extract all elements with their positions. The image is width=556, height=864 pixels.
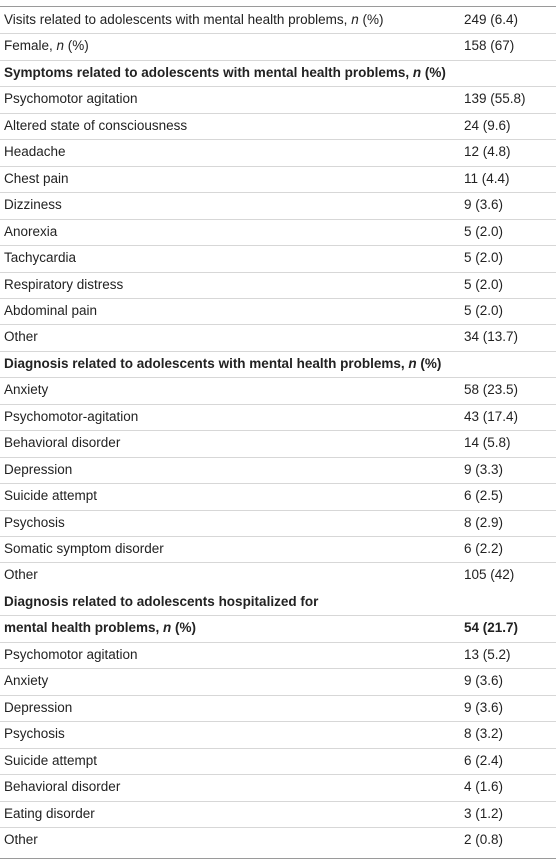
row-label — [4, 356, 441, 371]
table-row — [0, 430, 556, 457]
row-value: 249 (6.4) — [464, 12, 519, 27]
row-value: 6 (2.4) — [464, 752, 504, 768]
table-row — [0, 113, 556, 140]
row-value: 5 (2.0) — [464, 250, 504, 266]
row-label-text: Depression — [4, 699, 73, 715]
row-value: 43 (17.4) — [464, 408, 519, 424]
row-label-n: n — [163, 620, 172, 636]
row-label-text: Psychosis — [4, 514, 65, 530]
table-row — [0, 166, 556, 193]
row-label-text: Abdominal pain — [4, 302, 98, 318]
row-label-text: Behavioral disorder — [4, 779, 121, 795]
row-label-text: Diagnosis related to adolescents with mental health problems, — [4, 355, 409, 371]
row-value: 3 (1.2) — [464, 805, 504, 821]
table-row — [0, 774, 556, 801]
row-label — [4, 673, 48, 688]
row-label-text: Symptoms related to adolescents with mental health problems, — [4, 64, 413, 80]
row-label — [4, 65, 446, 80]
row-value: 54 (21.7) — [464, 620, 519, 636]
table-row — [0, 721, 556, 748]
row-label-text: Suicide attempt — [4, 488, 98, 504]
row-label-text: Anorexia — [4, 223, 58, 239]
row-value: 8 (3.2) — [464, 726, 504, 742]
row-label — [4, 832, 38, 847]
row-value: 6 (2.5) — [464, 488, 504, 504]
row-label — [4, 197, 62, 212]
table-row — [0, 7, 556, 34]
row-label — [4, 303, 97, 318]
table-row — [0, 219, 556, 246]
row-label-text: Psychomotor-agitation — [4, 408, 139, 424]
row-label — [4, 38, 89, 53]
row-value: 5 (2.0) — [464, 223, 504, 239]
row-label — [4, 144, 66, 159]
row-label-text: Female, — [4, 38, 57, 54]
row-label-text: Visits related to adolescents with mental health problems, — [4, 12, 352, 27]
row-value: 5 (2.0) — [464, 276, 504, 292]
row-label — [4, 277, 123, 292]
row-label — [4, 515, 65, 530]
table-row — [0, 33, 556, 60]
row-value: 58 (23.5) — [464, 382, 519, 398]
table-row — [0, 827, 556, 854]
row-label-text: mental health problems, — [4, 620, 164, 636]
row-label-suffix: (%) — [421, 64, 446, 80]
table-row — [0, 139, 556, 166]
section-header-row — [0, 589, 556, 616]
row-label-text: Somatic symptom disorder — [4, 541, 164, 556]
row-label-n: n — [351, 12, 359, 27]
table-row — [0, 642, 556, 669]
row-label — [4, 435, 120, 450]
row-label — [4, 753, 97, 768]
table-row — [0, 483, 556, 510]
row-label-text: Depression — [4, 461, 73, 477]
row-label — [4, 329, 38, 344]
row-label-text: Psychomotor agitation — [4, 646, 138, 662]
row-label — [4, 118, 187, 133]
row-label-suffix: (%) — [416, 355, 442, 371]
table-row — [0, 272, 556, 299]
row-label — [4, 620, 196, 635]
row-label-suffix: (%) — [358, 12, 384, 27]
row-label-n: n — [408, 355, 417, 371]
row-label — [4, 726, 65, 741]
row-label — [4, 12, 383, 27]
table-row — [0, 668, 556, 695]
row-label — [4, 594, 318, 609]
row-label-text: Other — [4, 329, 38, 345]
table-row — [0, 457, 556, 484]
row-label — [4, 806, 95, 821]
row-label — [4, 462, 72, 477]
row-label-text: Dizziness — [4, 197, 62, 213]
row-label-text: Diagnosis related to adolescents hospitalized for — [4, 593, 319, 609]
row-label-suffix: (%) — [171, 620, 197, 636]
row-label-text: Eating disorder — [4, 805, 95, 821]
row-value: 105 (42) — [464, 567, 515, 583]
row-label — [4, 488, 97, 503]
table-row — [0, 695, 556, 722]
table-row — [0, 748, 556, 775]
section-header-row — [0, 615, 556, 642]
row-label-text: Suicide attempt — [4, 752, 98, 768]
table-row — [0, 404, 556, 431]
row-value: 34 (13.7) — [464, 329, 519, 345]
table-row — [0, 801, 556, 828]
row-label-text: Tachycardia — [4, 250, 77, 266]
row-label-text: Anxiety — [4, 382, 49, 398]
row-value: 8 (2.9) — [464, 514, 504, 530]
row-value: 12 (4.8) — [464, 144, 511, 160]
row-value: 11 (4.4) — [464, 170, 510, 186]
row-label-n: n — [412, 64, 422, 80]
row-value: 2 (0.8) — [464, 831, 504, 847]
table-row — [0, 298, 556, 325]
row-value: 14 (5.8) — [464, 435, 511, 451]
table-row — [0, 192, 556, 219]
row-label-text: Other — [4, 831, 38, 847]
row-value: 24 (9.6) — [464, 117, 511, 133]
table-row — [0, 324, 556, 351]
row-label — [4, 409, 138, 424]
table-row — [0, 245, 556, 272]
row-value: 5 (2.0) — [464, 302, 504, 318]
table-row — [0, 536, 556, 563]
row-label-text: Psychosis — [4, 726, 65, 742]
row-value: 9 (3.3) — [464, 461, 504, 477]
row-value: 158 (67) — [464, 38, 515, 54]
row-value: 139 (55.8) — [464, 91, 526, 107]
row-label — [4, 171, 69, 186]
table-row — [0, 86, 556, 113]
table-row — [0, 562, 556, 589]
row-label — [4, 91, 138, 106]
row-label — [4, 700, 72, 715]
section-header-row — [0, 60, 556, 87]
row-value: 13 (5.2) — [464, 646, 511, 662]
table-bottom-rule — [0, 858, 556, 859]
row-value: 4 (1.6) — [464, 779, 504, 795]
row-label — [4, 541, 164, 556]
row-label — [4, 647, 138, 662]
row-label-text: Psychomotor agitation — [4, 91, 138, 107]
row-label — [4, 224, 57, 239]
row-label-text: Behavioral disorder — [4, 435, 121, 451]
row-label — [4, 779, 120, 794]
row-label-text: Headache — [4, 144, 66, 160]
row-label — [4, 567, 38, 582]
row-value: 9 (3.6) — [464, 197, 504, 213]
row-value: 9 (3.6) — [464, 699, 504, 715]
row-label-text: Altered state of consciousness — [4, 117, 188, 133]
row-label — [4, 382, 48, 397]
row-value: 6 (2.2) — [464, 541, 504, 556]
section-header-row — [0, 351, 556, 378]
row-label-suffix: (%) — [64, 38, 89, 54]
row-label-text: Anxiety — [4, 673, 49, 689]
row-label-n: n — [56, 38, 65, 54]
row-label-text: Other — [4, 567, 38, 583]
row-label-text: Respiratory distress — [4, 276, 124, 292]
row-value: 9 (3.6) — [464, 673, 504, 689]
row-label — [4, 250, 76, 265]
table-row — [0, 510, 556, 537]
table-row — [0, 377, 556, 404]
row-label-text: Chest pain — [4, 170, 69, 186]
